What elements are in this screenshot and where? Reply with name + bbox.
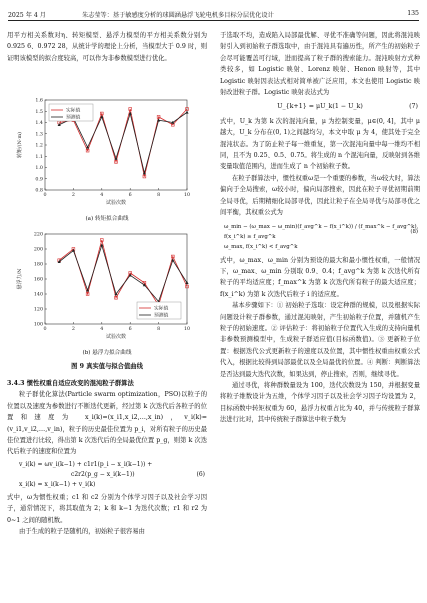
- left-column-lower: [7, 378, 207, 537]
- x-tick-label: 10: [183, 193, 191, 198]
- y-tick-label: 140: [33, 292, 43, 298]
- levitation-fit-chart: [7, 226, 207, 348]
- legend-label: 预测值: [66, 115, 81, 121]
- x-tick-label: 6: [128, 327, 132, 332]
- eq6-line2: c2r2(p_g − x_i(k−1)): [71, 470, 135, 478]
- paragraph-optimization-setup: 通过寻优，将种群数量设为 100，迭代次数设为 150，并根据变量将粒子维数设计为五维，个体学习因子以及社会学习因子均设置为 2，目标函数中转矩权重为 60，悬浮力权重占比为 40，并与传统粒子群算法进行比对，其中传统粒子群算法中粒子数为: [220, 381, 420, 424]
- paragraph-inertia-weight: 在粒子群算法中，惯性权重ω是一个重要的参数，当ω较大时，算法偏向于全局搜索，ω较小时，偏向局部搜索，因此在粒子寻优初期前期全局寻优，后期精细化局部寻优，因此让粒子在全局寻优与局部寻优之间平衡，其权重公式为: [220, 174, 420, 217]
- torque-fit-chart: [7, 92, 207, 214]
- figure-9-title: 图 9 真实值与拟合值曲线: [71, 363, 143, 370]
- y-axis-label: 悬浮力/N: [17, 268, 23, 290]
- y-tick-label: 0.8: [35, 188, 43, 194]
- eq6-line3: x_i(k) = x_i(k−1) + v_i(k): [19, 480, 96, 488]
- eq6-number: (6): [196, 470, 205, 478]
- header-title: 朱志莹等：基于敏感度分析的球圆涵悬浮飞轮电机多目标分层优化设计: [82, 12, 274, 19]
- y-tick-label: 220: [33, 232, 43, 238]
- y-tick-label: 200: [33, 247, 43, 253]
- equation-8: [220, 222, 420, 252]
- y-tick-label: 160: [33, 277, 43, 283]
- torque-fit-caption: (a) 转矩拟合曲线: [85, 216, 129, 222]
- paragraph-logistic-vars: 式中，U_k 为第 k 次的混沌向量，μ 为控制变量，μ∈(0, 4]，其中 μ 越大，U_k 分布在(0, 1)之间越均匀，本文中取 μ 为 4，使其处于完全混沌状态。为了防止粒子每一维重复，第一次混沌向量中每一维均不相同，且不为 0.25、0.5、0.75。将生成的 n 个混沌向量，反映射到各维变量取值范围内，进而生成了 n 个初始粒子数。: [220, 117, 420, 171]
- y-tick-label: 0.9: [35, 177, 43, 183]
- levitation-fit-caption: (b) 悬浮力拟合曲线: [82, 350, 132, 356]
- eq8-piece1: ω_min − (ω_max − ω_min)(f_avg^k − f(x_i^k)) / (f_max^k − f_avg^k), f(x_i^k) ≥ f_avg^k: [224, 223, 419, 240]
- paragraph-pso-intro: 粒子群优化算法(Particle swarm optimization，PSO)以粒子的位置以及速度为参数进行不断迭代更新，经过第 k 次迭代后各粒子的位置和速度为 x_i(k)=(x_i1,x_i2,…,x_in)，v_i(k)=(v_i1,v_i2,…,v_in)，粒子的历史最佳位置为 p_i，对所有粒子的历史最佳位置进行比较，得出第 k 次迭代后的全局最优位置 p_g，则第 k 次迭代后粒子的速度和位置为: [7, 391, 207, 456]
- y-tick-label: 1.1: [35, 154, 43, 160]
- page-number: 135: [407, 10, 419, 17]
- equation-6: [19, 460, 207, 490]
- x-tick-label: 8: [157, 327, 161, 332]
- eq7-body: U_{k+1} = μU_k(1 − U_k): [277, 103, 363, 111]
- y-tick-label: 100: [33, 322, 43, 328]
- figure-torque-fit: [7, 92, 207, 222]
- data-point: [185, 111, 188, 114]
- paragraph-weight-symbols: 式中，ω_max、ω_min 分别为预设的最大和最小惯性权重，一般情况下，ω_max、ω_min 分别取 0.9、0.4；f_avg^k 为第 k 次迭代所有粒子的平均适应度；f_max^k 为第 k 次迭代所有粒子的最大适应度；f(x_i^k) 为第 k 次迭代后粒子 i 的适应度。: [220, 256, 420, 298]
- equation-7: [220, 101, 420, 112]
- paragraph-chaos-mapping: 于选取不均，造成陷入局部最优解、寻优不准确等问题，因此将混沌映射引入到初始粒子群选取中，由于混沌具有遍历性，所产生的初始粒子会尽可能覆盖可行域，进而提高了粒子群的搜索能力。混沌映射方式种类较多，如 Logistic 映射、Lorenz 映射、Henon 映射等，其中 Logistic 映射因表达式相对简单被广泛应用，本文也使用 Logistic 映射改进粒子群。Logistic 映射表达式为: [220, 32, 420, 97]
- x-tick-label: 4: [100, 327, 104, 332]
- y-tick-label: 1.5: [35, 109, 43, 115]
- x-tick-label: 8: [157, 193, 161, 198]
- x-axis-label: 试验次数: [105, 334, 127, 340]
- eq6-line1: v_i(k) = ωv_i(k−1) + c1r1(p_i − x_i(k−1)) +: [19, 460, 153, 468]
- section-heading-343: 3.4.3 惯性权重自适应改变的混沌粒子群算法: [7, 380, 134, 387]
- header-date: 2025 年 4 月: [8, 12, 46, 19]
- left-column: [7, 30, 207, 90]
- right-column: [220, 30, 420, 426]
- y-tick-label: 180: [33, 262, 43, 268]
- y-axis-label: 转矩/(N·m): [17, 131, 23, 159]
- x-axis-label: 试验次数: [105, 200, 127, 206]
- x-tick-label: 0: [43, 193, 47, 198]
- y-tick-label: 120: [33, 307, 43, 313]
- legend-label: 预测值: [154, 313, 169, 319]
- running-header: [8, 8, 419, 21]
- y-tick-label: 1.2: [35, 143, 43, 149]
- x-tick-label: 4: [100, 193, 104, 198]
- eq8-number: (8): [410, 228, 418, 235]
- x-tick-label: 6: [128, 193, 132, 198]
- paragraph-fit-quality: 用平方相关系数对η、转矩模型、悬浮力模型的平方相关系数分别为 0.925 6、0.972 28，从统计学的理论上分析，当模型大于 0.9 时，则证明该模型的拟合度较高，可以作为非参数模型进行优化。: [7, 32, 207, 62]
- y-tick-label: 1.0: [35, 166, 43, 172]
- eq7-number: (7): [409, 103, 418, 111]
- y-tick-label: 1.3: [35, 132, 43, 138]
- series-line: [59, 240, 187, 305]
- legend-label: 实际值: [154, 306, 169, 312]
- y-tick-label: 1.6: [35, 98, 43, 104]
- x-tick-label: 2: [71, 193, 75, 198]
- x-tick-label: 2: [71, 327, 75, 332]
- legend-label: 实际值: [66, 108, 81, 114]
- x-tick-label: 0: [43, 327, 47, 332]
- eq8-piece2: ω_max, f(x_i^k) < f_avg^k: [224, 243, 298, 250]
- figure-levitation-fit: [7, 226, 207, 356]
- paragraph-algorithm-steps: 基本步骤如下：① 初始粒子选取：设定种群的规模，以及根据实际问题设计粒子群参数，通过混沌映射，产生初始粒子位置，并随机产生粒子的初始速度。② 评估粒子：将初始粒子位置代入生成的支持向量机非参数预测模型中，生成粒子群适应值(目标函数值)。③ 更新粒子位置：根据迭代公式更新粒子的速度以及位置，其中惯性权重由权重公式代入，根据比较得到局部最优以及全局最优的位置。④ 判断：判断算法是否达到最大迭代次数，如果达到，停止搜索，否则，继续寻优。: [220, 302, 420, 378]
- paragraph-random-init: 由于生成的粒子是随机的，初始粒子很容易由: [19, 528, 145, 536]
- y-tick-label: 1.4: [35, 121, 43, 127]
- series-line: [59, 112, 187, 173]
- x-tick-label: 10: [183, 327, 191, 332]
- paragraph-pso-params: 式中，ω为惯性权重；c1 和 c2 分别为个体学习因子以及社会学习因子，通常情况下，将其取值为 2；k 和 k−1 为迭代次数；r1 和 r2 为 0~1 之间的随机数。: [7, 493, 207, 524]
